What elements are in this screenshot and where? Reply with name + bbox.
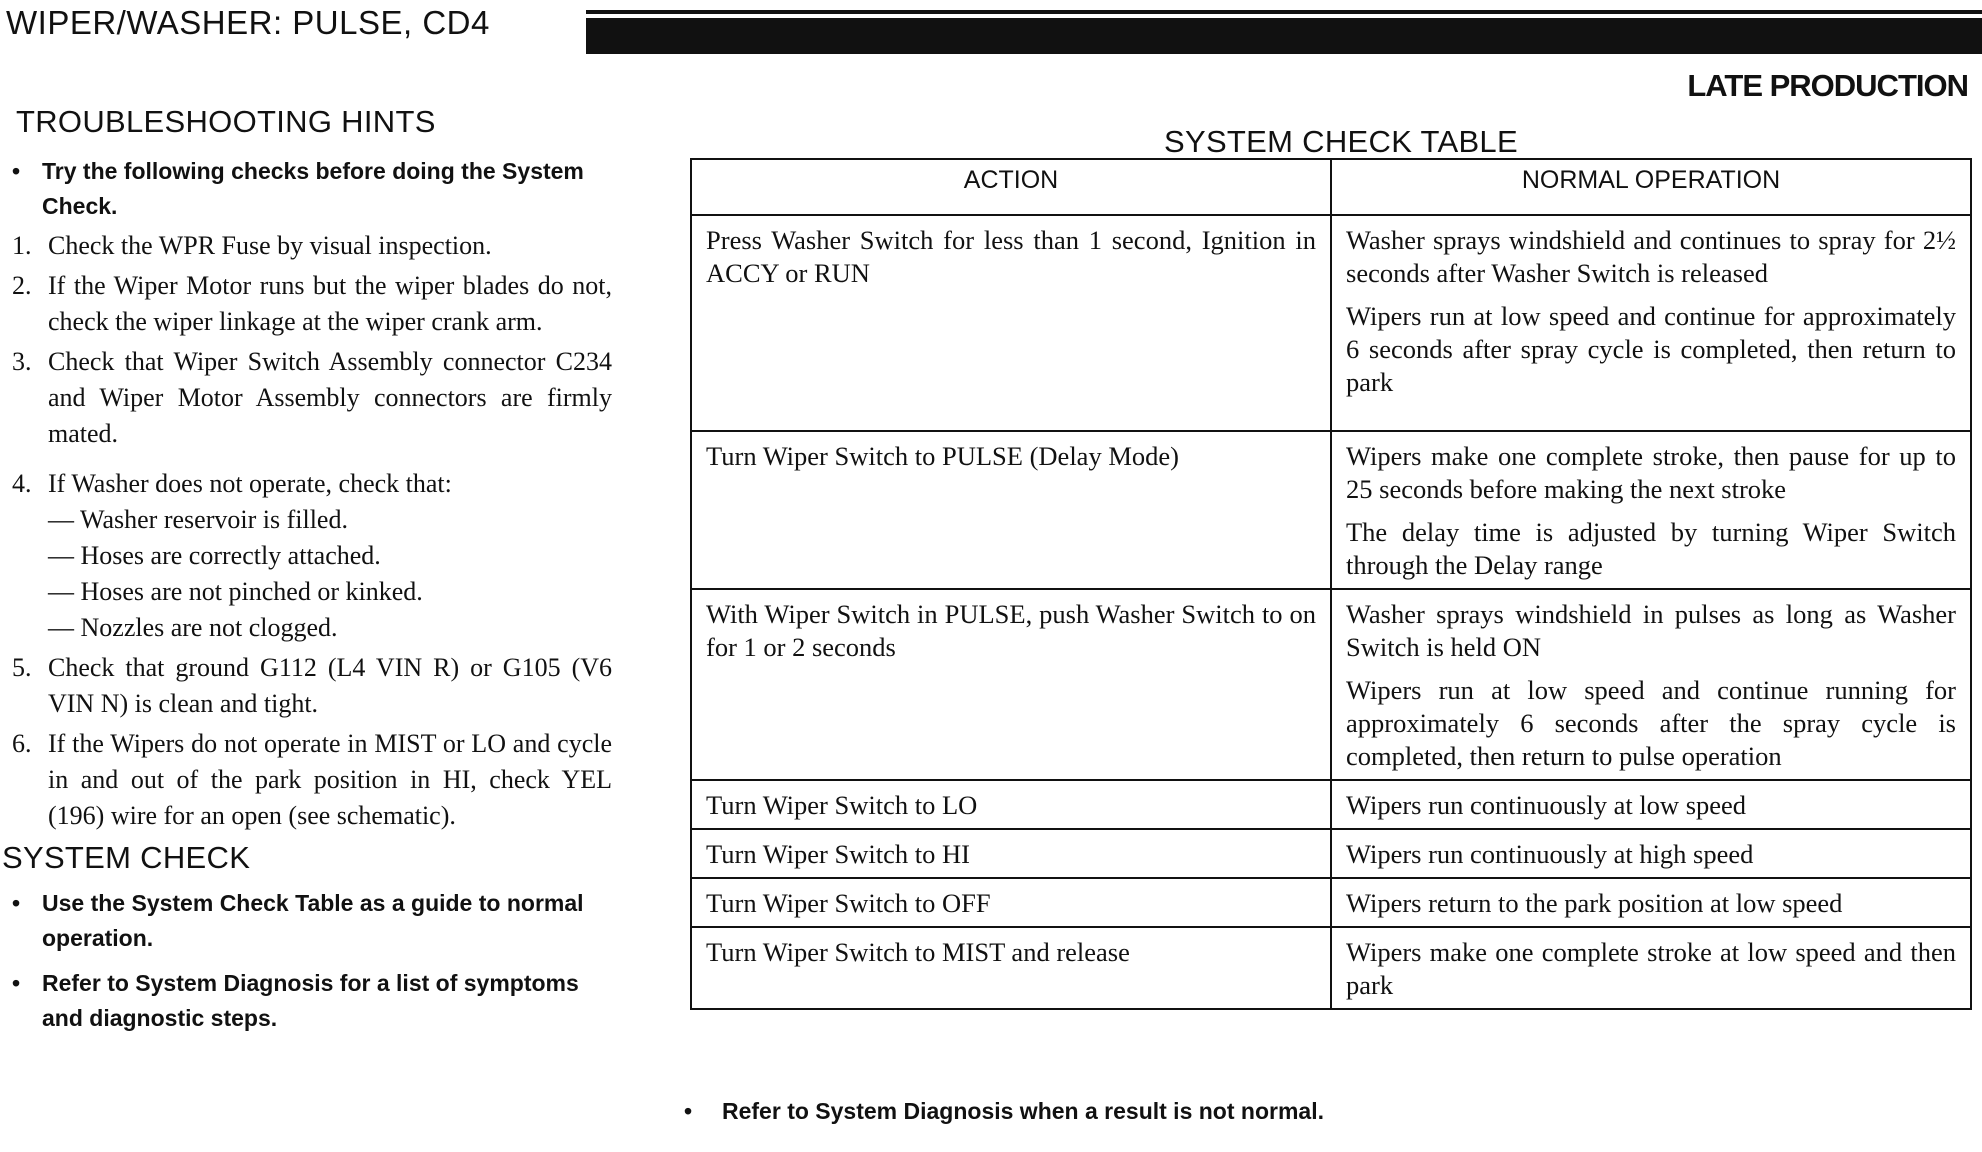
intro-text: Try the following checks before doing the System Check. [42,158,584,219]
hint-number: 2. [12,271,32,300]
action-text: Turn Wiper Switch to OFF [706,888,991,918]
action-text: Turn Wiper Switch to PULSE (Delay Mode) [706,441,1179,471]
system-check-bullet-1 [0,886,612,956]
hint-text: If the Wipers do not operate in MIST or LO and cycle in and out of the park position in HI, check YEL (196) wire for an open (see schematic). [48,729,612,830]
hint-number: 4. [12,469,32,498]
normal-text: Wipers run at low speed and continue running for approximately 6 seconds after the spray cycle is completed, then return to pulse operation [1346,675,1956,771]
system-check-table [690,158,1972,1010]
troubleshooting-heading: TROUBLESHOOTING HINTS [16,104,436,139]
hint-text: If Washer does not operate, check that: [48,469,452,498]
hint-item-4 [0,466,612,646]
table-row [691,878,1971,927]
troubleshooting-intro [0,154,612,224]
hint-item-5 [0,650,612,722]
table-row [691,215,1971,431]
normal-text: Washer sprays windshield and continues to spray for 2½ seconds after Washer Switch is released [1346,225,1956,288]
normal-text: Wipers run at low speed and continue for approximately 6 seconds after spray cycle is completed, then return to park [1346,301,1956,397]
washer-subcheck: — Washer reservoir is filled. [48,505,348,534]
column-header-action: ACTION [691,159,1331,215]
normal-text: Wipers make one complete stroke, then pause for up to 25 seconds before making the next stroke [1346,441,1956,504]
hint-number: 5. [12,653,32,682]
normal-cell [1331,215,1971,431]
hint-item-3 [0,344,612,452]
action-text: Turn Wiper Switch to HI [706,839,970,869]
normal-cell [1331,927,1971,1009]
table-row [691,589,1971,780]
system-check-heading: SYSTEM CHECK [2,840,251,875]
table-row [691,780,1971,829]
bullet-icon: • [12,890,21,916]
hint-number: 6. [12,729,32,758]
column-header-normal-operation: NORMAL OPERATION [1331,159,1971,215]
normal-text: Wipers run continuously at low speed [1346,790,1747,820]
action-text: Turn Wiper Switch to LO [706,790,978,820]
hint-number: 3. [12,347,32,376]
action-cell [691,215,1331,431]
normal-cell [1331,829,1971,878]
bullet-icon: • [12,158,21,184]
normal-cell [1331,589,1971,780]
table-heading: SYSTEM CHECK TABLE [1164,124,1518,159]
washer-subcheck: — Hoses are correctly attached. [48,541,381,570]
normal-cell [1331,878,1971,927]
page-title: WIPER/WASHER: PULSE, CD4 [6,4,490,41]
hint-item-6 [0,726,612,834]
hint-text: Check that Wiper Switch Assembly connector C234 and Wiper Motor Assembly connectors are firmly mated. [48,347,612,448]
hint-item-2 [0,268,612,340]
washer-subcheck: — Nozzles are not clogged. [48,613,338,642]
production-label: LATE PRODUCTION [1687,68,1968,103]
system-check-bullet-2 [0,966,612,1036]
bullet-icon: • [684,1098,693,1124]
hint-number: 1. [12,231,32,260]
bullet-icon: • [12,970,21,996]
normal-text: Washer sprays windshield in pulses as long as Washer Switch is held ON [1346,599,1956,662]
action-cell [691,431,1331,589]
normal-text: Wipers run continuously at high speed [1346,839,1754,869]
normal-text: Wipers return to the park position at low speed [1346,888,1843,918]
footer-note-text: Refer to System Diagnosis when a result is not normal. [722,1098,1324,1124]
hint-item-1 [0,228,612,264]
action-text: Press Washer Switch for less than 1 second, Ignition in ACCY or RUN [706,225,1316,288]
hint-text: Check that ground G112 (L4 VIN R) or G105 (V6 VIN N) is clean and tight. [48,653,612,718]
table-row [691,431,1971,589]
title-rule-bar [586,18,1982,54]
footer-note [684,1094,1324,1128]
hint-text: Check the WPR Fuse by visual inspection. [48,231,492,260]
action-cell [691,927,1331,1009]
normal-text: The delay time is adjusted by turning Wiper Switch through the Delay range [1346,517,1956,580]
action-text: Turn Wiper Switch to MIST and release [706,937,1130,967]
action-cell [691,589,1331,780]
action-cell [691,780,1331,829]
normal-cell [1331,780,1971,829]
normal-cell [1331,431,1971,589]
hint-text-group [48,466,612,646]
table-header-row [691,159,1971,215]
table-row [691,829,1971,878]
washer-subcheck: — Hoses are not pinched or kinked. [48,577,423,606]
hint-text: If the Wiper Motor runs but the wiper blades do not, check the wiper linkage at the wiper crank arm. [48,271,612,336]
action-text: With Wiper Switch in PULSE, push Washer Switch to on for 1 or 2 seconds [706,599,1316,662]
bullet-text: Use the System Check Table as a guide to normal operation. [42,890,584,951]
action-cell [691,878,1331,927]
table-row [691,927,1971,1009]
left-column [0,104,612,1036]
bullet-text: Refer to System Diagnosis for a list of symptoms and diagnostic steps. [42,970,579,1031]
action-cell [691,829,1331,878]
normal-text: Wipers make one complete stroke at low speed and then park [1346,937,1956,1000]
